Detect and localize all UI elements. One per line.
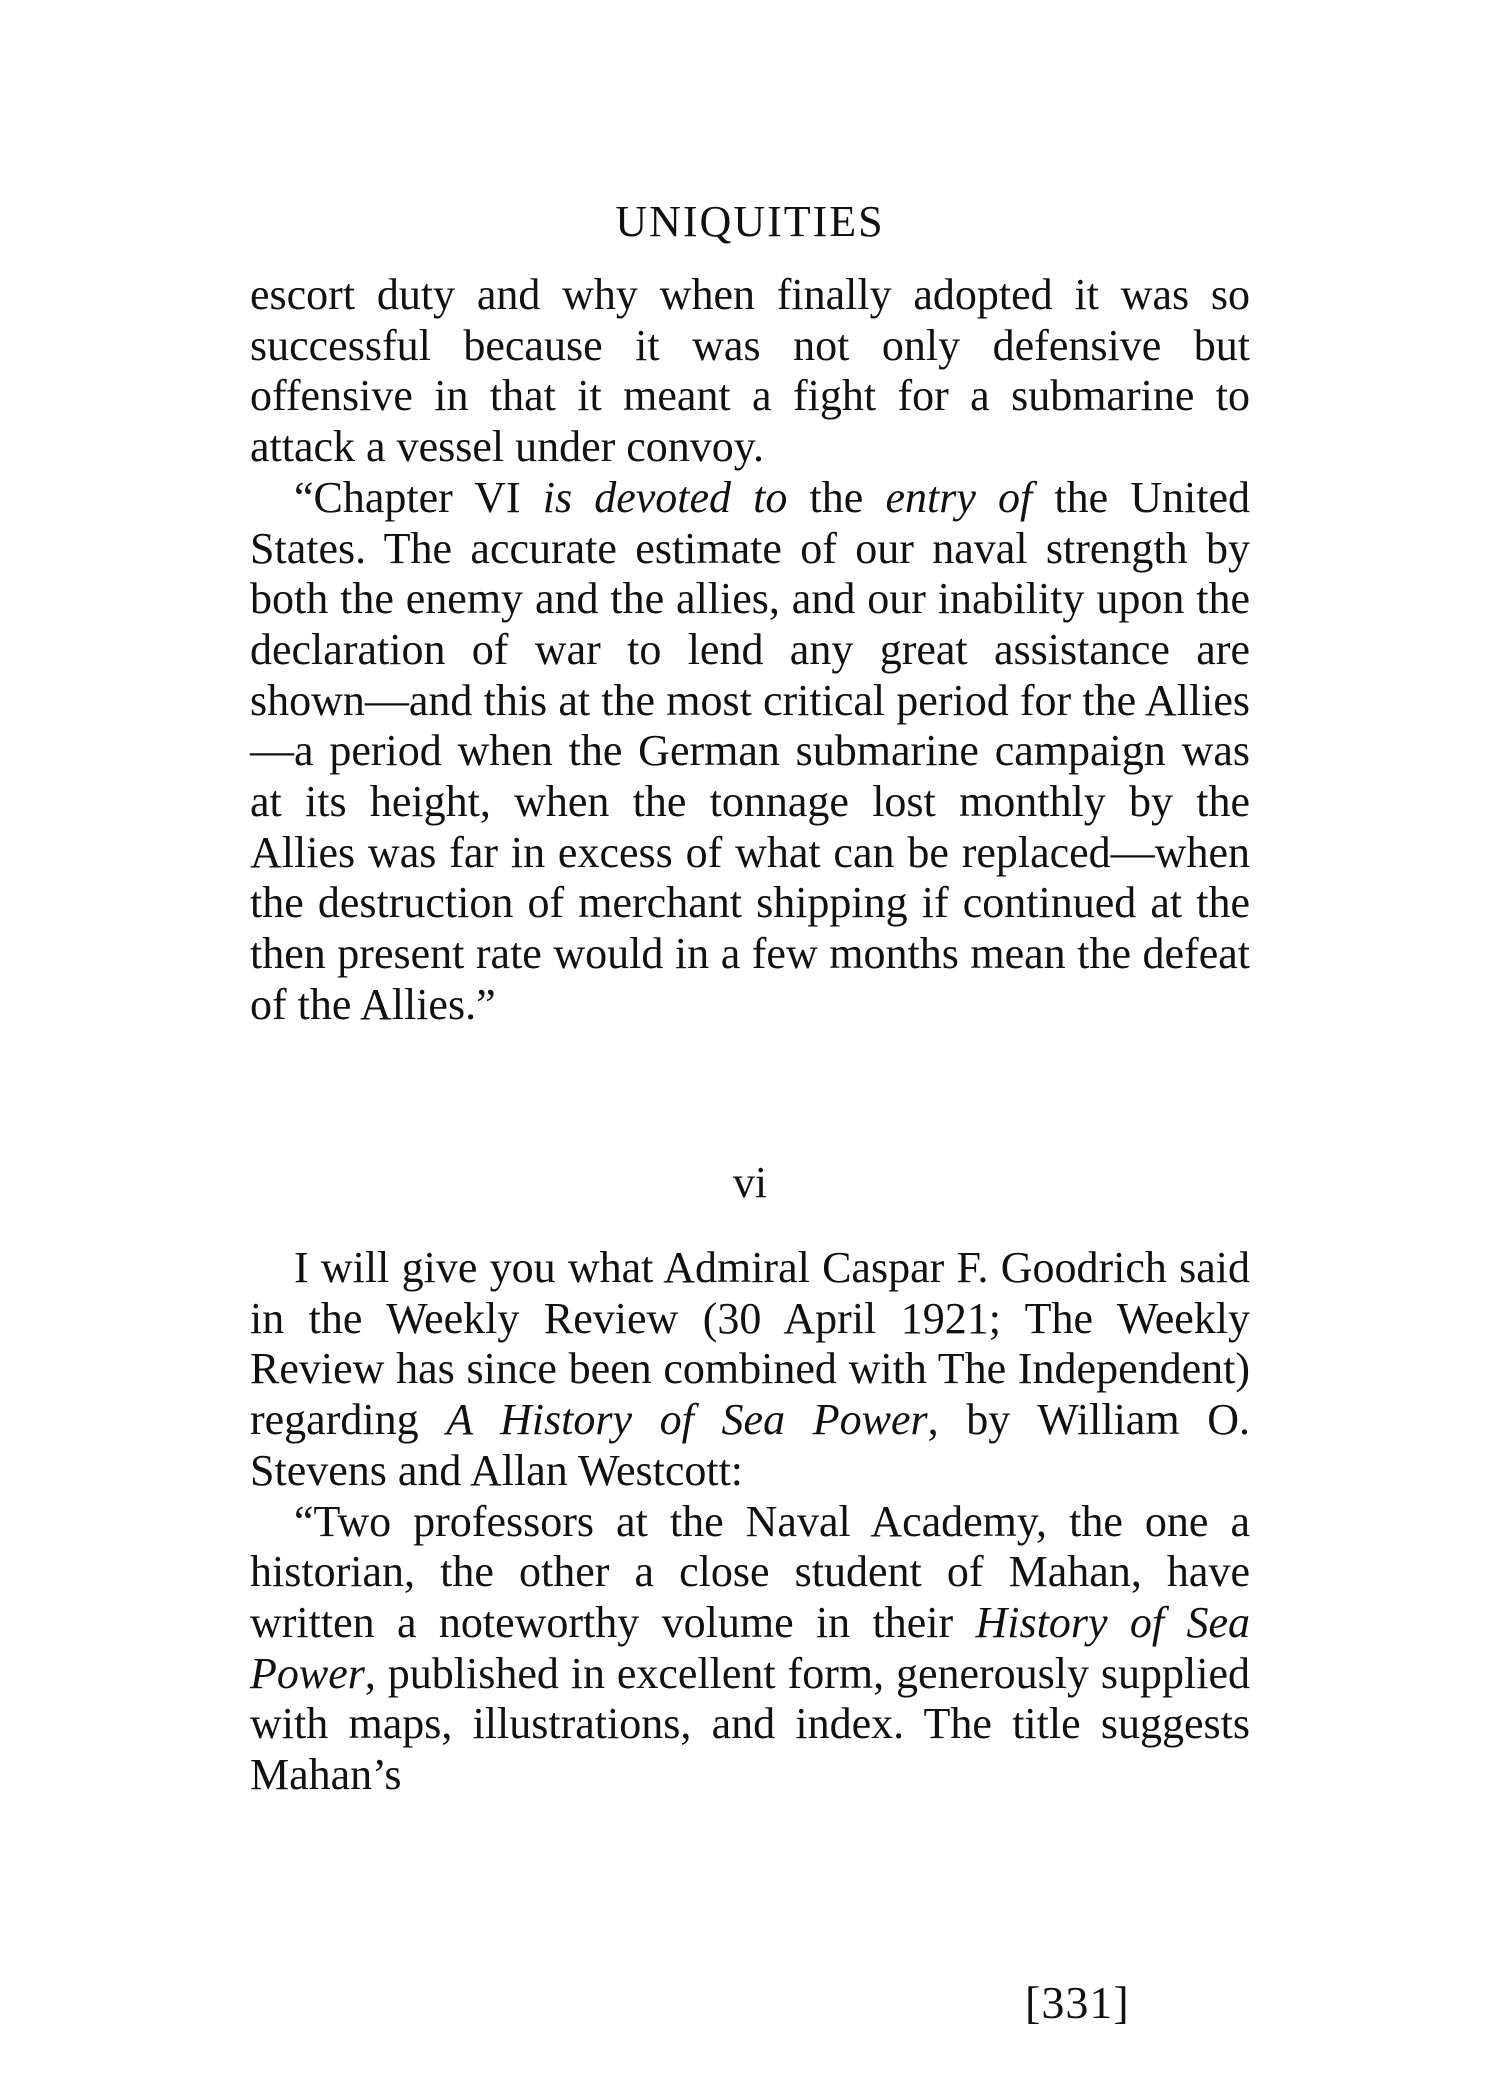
paragraph-two-professors bbox=[250, 1497, 1250, 1801]
paragraph-goodrich bbox=[250, 1243, 1250, 1497]
chapter-vi-text-mid: the bbox=[787, 472, 886, 522]
chapter-vi-italic-2: entry of bbox=[885, 472, 1033, 522]
chapter-vi-italic: is devoted to bbox=[542, 472, 788, 522]
goodrich-text-end: , by William O. Stevens and Allan Westcott: bbox=[250, 1395, 1250, 1495]
running-head: UNIQUITIES bbox=[615, 197, 885, 246]
book-title-italic: History of Sea Power bbox=[250, 1597, 1250, 1698]
page-number: [331] bbox=[1025, 1977, 1130, 2028]
section-number: vi bbox=[732, 1158, 768, 1207]
paragraph-chapter-vi bbox=[250, 473, 1250, 1031]
professors-text-end: , published in excellent form, generously supplied with maps, illustrations, and index. The title suggests Mahan’s bbox=[250, 1648, 1250, 1800]
paragraph-escort-duty: escort duty and why when finally adopted it was so successful because it was not only defensive but offensive in that it meant a fight for a submarine to attack a vessel under convoy. bbox=[250, 270, 1250, 472]
chapter-vi-text-start: “Chapter VI bbox=[294, 472, 543, 522]
text-block-bottom bbox=[250, 1243, 1250, 1801]
book-title-history-of-sea-power: A History of Sea Power bbox=[446, 1395, 928, 1445]
goodrich-text-start: I will give you what Admiral Caspar F. Goodrich said in the Weekly Review (30 April 1921; The Weekly Review has since been combined with The Independent) regarding bbox=[250, 1243, 1250, 1445]
professors-text-start: “Two professors at the Naval Academy, the one a historian, the other a close student of Mahan, have written a noteworthy volume in their bbox=[250, 1496, 1250, 1647]
chapter-vi-text-end: the United States. The accurate estimate of our naval strength by both the enemy and the allies, and our inability upon the declaration of war to lend any great assistance are shown—and this at the most critical period for the Allies—a period when the German submarine campaign was at its height, when the tonnage lost monthly by the Allies was far in excess of what can be replaced—when the destruction of merchant shipping if continued at the then present rate would in a few months mean the defeat of the Allies.” bbox=[250, 472, 1251, 1029]
text-block-top bbox=[250, 270, 1250, 1031]
